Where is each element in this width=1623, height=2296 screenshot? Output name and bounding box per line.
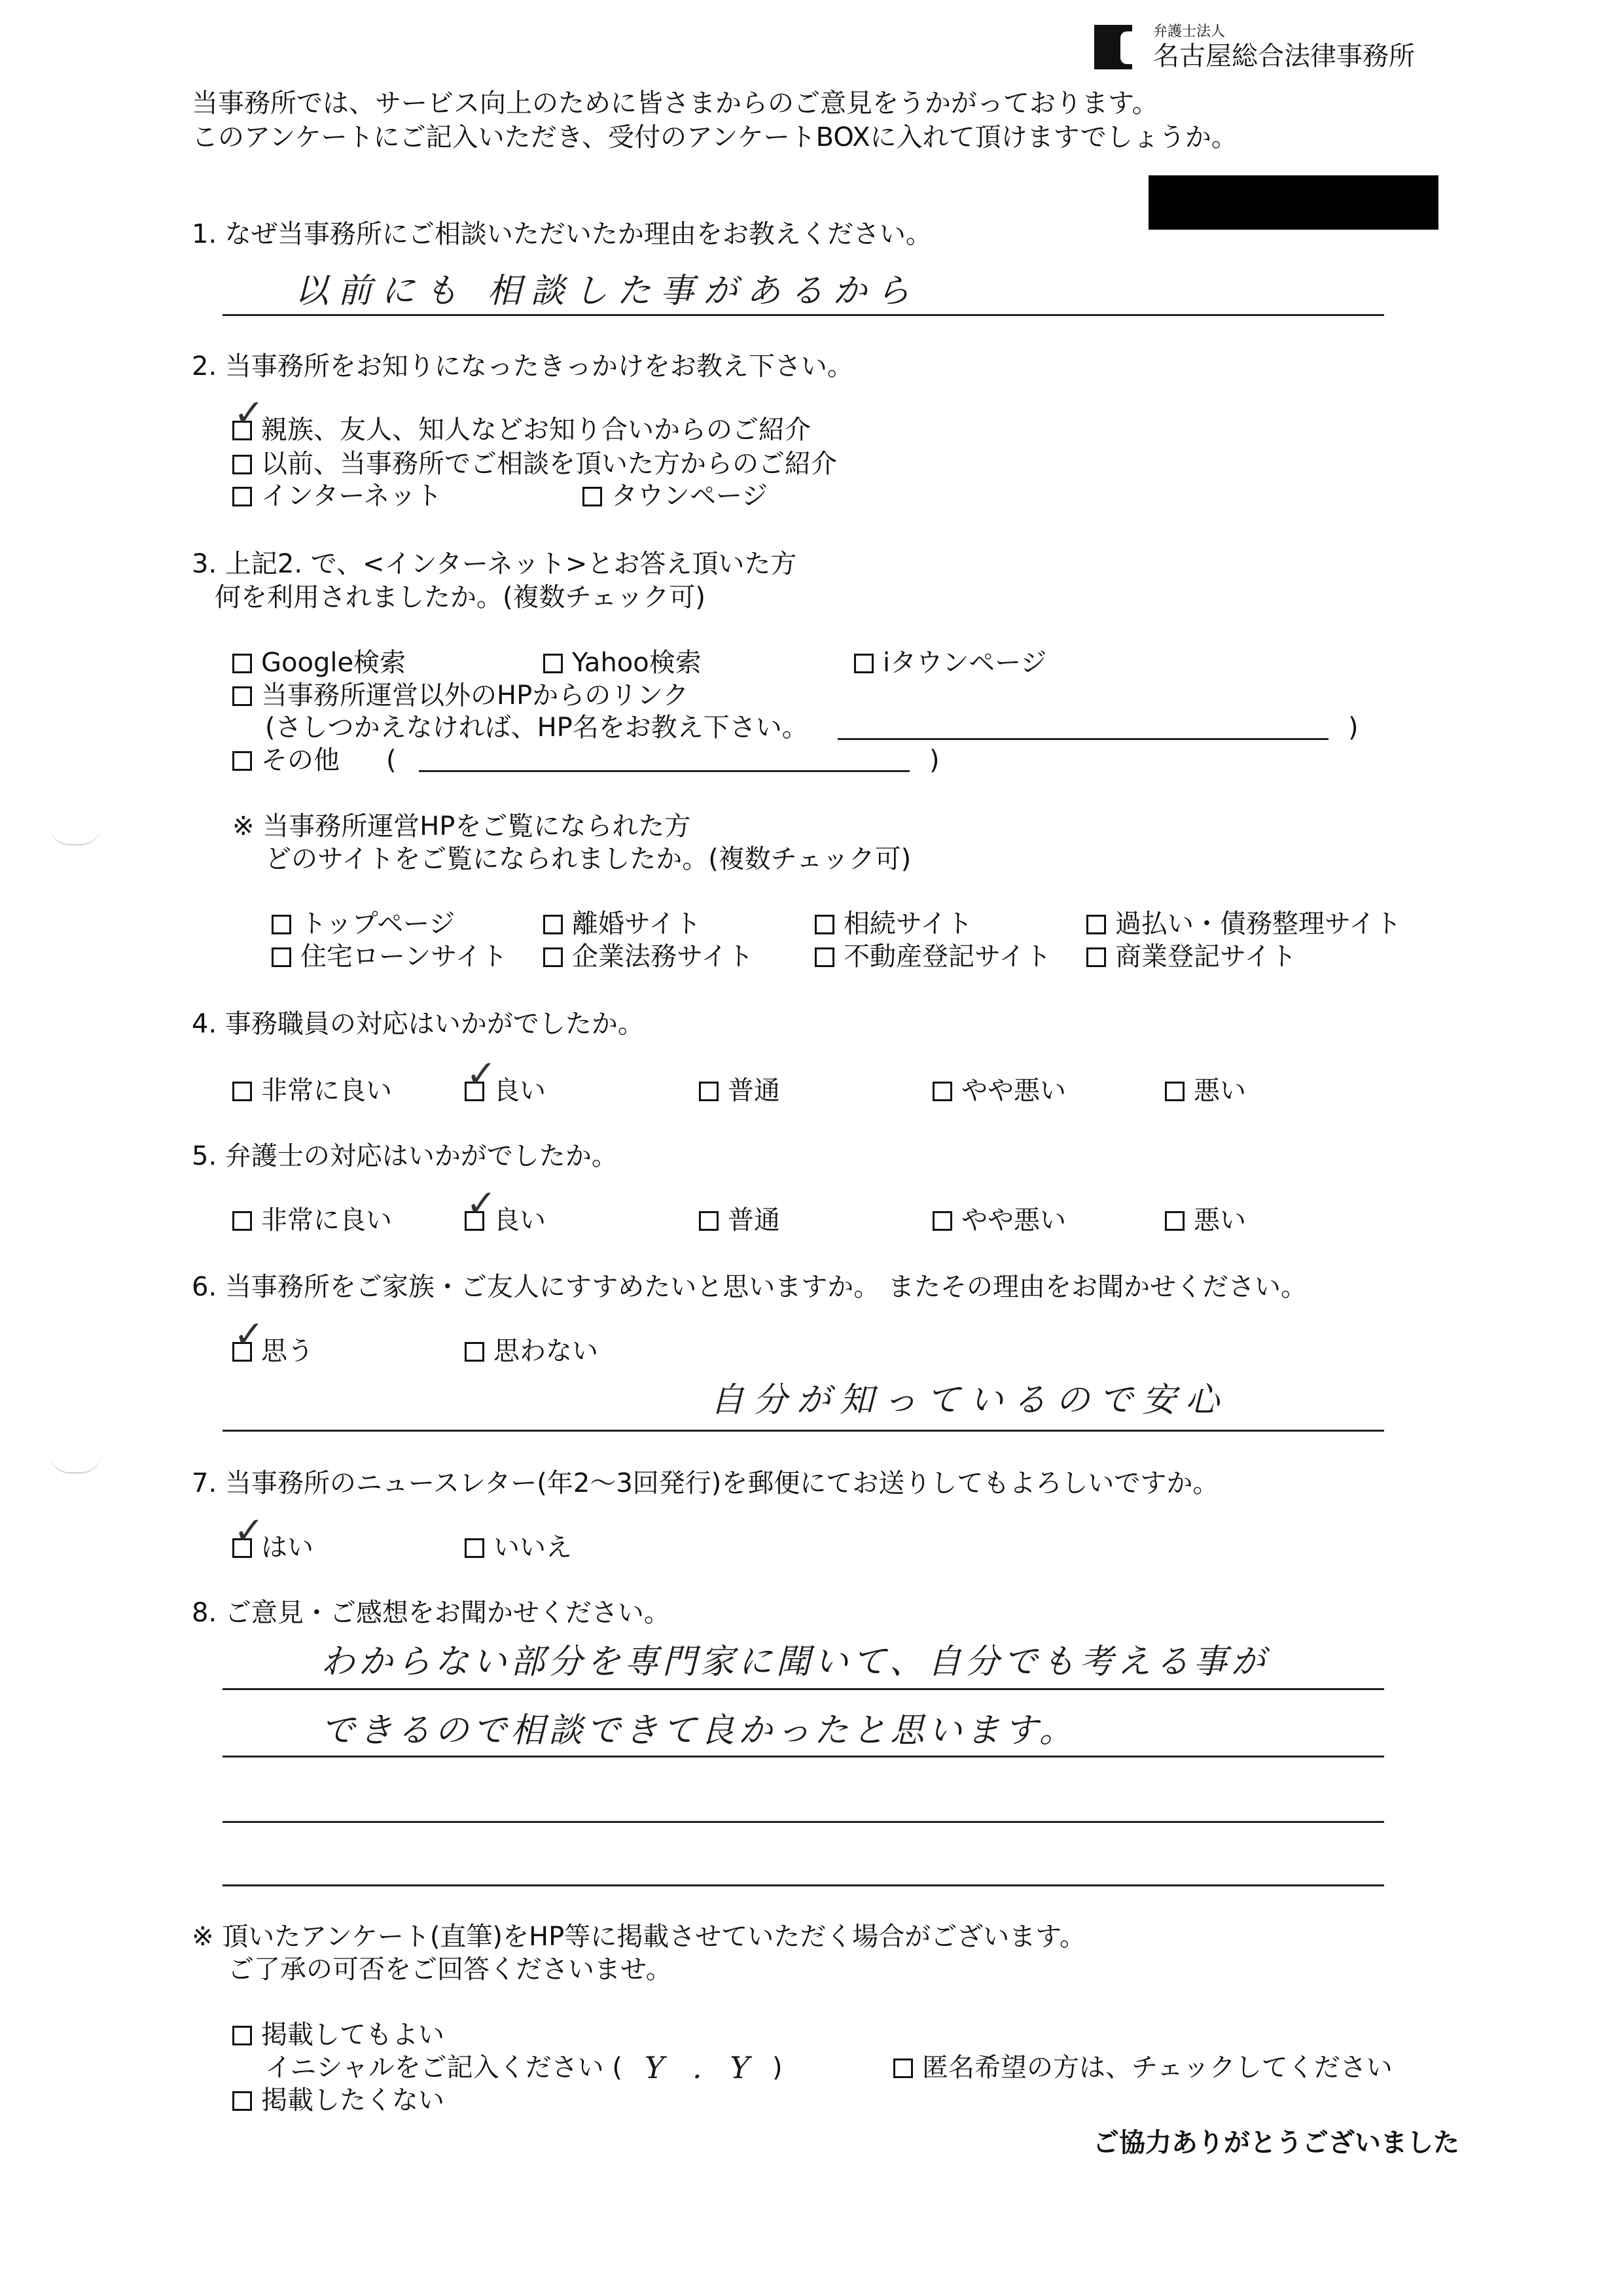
checkbox[interactable] xyxy=(543,909,572,942)
checkbox[interactable] xyxy=(465,1532,493,1565)
q4-option-very-good[interactable] xyxy=(232,1074,392,1108)
option-label: 親族、友人、知人などお知り合いからのご紹介 xyxy=(261,415,811,445)
option-label: インターネット xyxy=(261,481,442,511)
checkbox[interactable] xyxy=(232,1510,264,1565)
q2-option-past-client[interactable] xyxy=(232,448,837,482)
check-mark-icon: ✓ xyxy=(466,1053,497,1095)
checkbox[interactable] xyxy=(933,1076,961,1108)
q4-option-somewhat-bad[interactable] xyxy=(933,1074,1066,1108)
option-label: 企業法務サイト xyxy=(572,942,754,972)
q6-reason-line xyxy=(223,1430,1384,1432)
q5-option-average[interactable] xyxy=(699,1204,780,1238)
checkbox[interactable] xyxy=(232,648,261,680)
checkbox[interactable] xyxy=(232,1313,264,1369)
checkbox[interactable] xyxy=(582,481,611,514)
q7-question: 7. 当事務所のニュースレター(年2～3回発行)を郵便にてお送りしてもよろしいですか。 xyxy=(192,1468,1219,1498)
option-label: タウンページ xyxy=(611,481,768,511)
consent-option-ok[interactable] xyxy=(232,2019,444,2053)
site-inheritance[interactable] xyxy=(815,908,972,942)
consent-option-ng[interactable] xyxy=(232,2084,444,2118)
checkbox[interactable] xyxy=(232,1076,261,1108)
checkbox[interactable] xyxy=(232,680,261,713)
q2-question: 2. 当事務所をお知りになったきっかけをお教え下さい。 xyxy=(192,351,853,381)
option-label: トップページ xyxy=(300,909,455,939)
checkbox[interactable] xyxy=(1165,1076,1194,1108)
check-mark-icon: ✓ xyxy=(234,1313,264,1356)
intro-line-2: このアンケートにご記入いただき、受付のアンケートBOXに入れて頂けますでしょうか。 xyxy=(192,122,1238,152)
option-label: 過払い・債務整理サイト xyxy=(1115,909,1402,939)
consent-note-line-1: ※ 頂いたアンケート(直筆)をHP等に掲載させていただく場合がございます。 xyxy=(192,1922,1086,1952)
q2-option-townpage[interactable] xyxy=(582,480,768,514)
option-label: いいえ xyxy=(493,1532,572,1563)
q4-option-good[interactable] xyxy=(465,1053,546,1108)
option-label: はい xyxy=(261,1532,313,1563)
q6-option-no[interactable] xyxy=(465,1335,598,1369)
checkbox[interactable] xyxy=(272,909,300,942)
check-mark-icon: ✓ xyxy=(234,392,264,434)
check-mark-icon: ✓ xyxy=(466,1182,497,1225)
q2-option-internet[interactable] xyxy=(232,480,442,514)
firm-logo-icon xyxy=(1094,25,1132,69)
checkbox[interactable] xyxy=(232,481,261,514)
intro-line-1: 当事務所では、サービス向上のために皆さまからのご意見をうかがっております。 xyxy=(192,88,1158,118)
site-divorce[interactable] xyxy=(543,908,701,942)
site-commercial[interactable] xyxy=(1086,940,1296,974)
q3-option-yahoo[interactable] xyxy=(543,646,702,680)
q5-option-very-good[interactable] xyxy=(232,1204,392,1238)
option-label: 相続サイト xyxy=(844,909,973,939)
checkbox[interactable] xyxy=(1086,909,1115,942)
option-label: 商業登記サイト xyxy=(1115,942,1297,972)
consent-option-anonymous[interactable] xyxy=(893,2051,1393,2085)
option-label: 掲載したくない xyxy=(261,2085,444,2115)
checkbox[interactable] xyxy=(232,745,261,778)
checkbox[interactable] xyxy=(1086,942,1115,974)
q3-hp-name-prompt: (さしつかえなければ、HP名をお教え下さい。 xyxy=(265,713,808,743)
checkbox[interactable] xyxy=(854,648,883,680)
option-label: 住宅ローンサイト xyxy=(300,942,508,972)
q3-hp-name-close: ) xyxy=(1348,713,1359,743)
thanks-text: ご協力ありがとうございました xyxy=(1093,2128,1459,2158)
site-real-estate[interactable] xyxy=(815,940,1051,974)
option-label: 悪い xyxy=(1194,1076,1246,1106)
q8-answer-line-1 xyxy=(223,1688,1384,1690)
option-label: 掲載してもよい xyxy=(261,2020,444,2050)
q3-option-external-link[interactable] xyxy=(232,679,688,713)
option-label: 非常に良い xyxy=(261,1205,392,1235)
q6-question: 6. 当事務所をご家族・ご友人にすすめたいと思いますか。 またその理由をお聞かせください。 xyxy=(192,1272,1307,1302)
option-label: 思わない xyxy=(493,1336,598,1366)
option-label: 悪い xyxy=(1194,1205,1246,1235)
q3-other-close: ) xyxy=(929,745,940,775)
checkbox[interactable] xyxy=(893,2053,922,2085)
q3-hp-name-field[interactable] xyxy=(838,738,1329,740)
q4-option-bad[interactable] xyxy=(1165,1074,1246,1108)
q8-handwritten-line-1: わからない部分を専門家に聞いて、自分でも考える事が xyxy=(321,1642,1269,1682)
q7-option-yes[interactable] xyxy=(232,1510,313,1565)
option-label: 思う xyxy=(261,1336,313,1366)
q3-note-line-1: ※ 当事務所運営HPをご覧になられた方 xyxy=(232,811,691,841)
q3-other-field[interactable] xyxy=(419,770,910,772)
option-label: Yahoo検索 xyxy=(572,648,702,678)
consent-note-line-2: ご了承の可否をご回答くださいませ。 xyxy=(228,1954,672,1985)
option-label: やや悪い xyxy=(961,1205,1066,1235)
checkbox[interactable] xyxy=(465,1336,493,1369)
checkbox[interactable] xyxy=(815,909,844,942)
checkbox[interactable] xyxy=(232,2085,261,2118)
scan-smudge xyxy=(49,824,101,845)
option-label: 良い xyxy=(493,1205,546,1235)
checkbox[interactable] xyxy=(232,392,264,448)
option-label: 匿名希望の方は、チェックしてください xyxy=(922,2053,1393,2083)
q3-question-line-1: 3. 上記2. で、<インターネット>とお答え頂いた方 xyxy=(192,549,797,579)
checkbox[interactable] xyxy=(272,942,300,974)
q7-option-no[interactable] xyxy=(465,1531,572,1565)
site-housing-loan[interactable] xyxy=(272,940,507,974)
q3-note-line-2: どのサイトをご覧になられましたか。(複数チェック可) xyxy=(265,844,912,874)
q8-handwritten-line-2: できるので相談できて良かったと思います。 xyxy=(321,1711,1077,1750)
checkbox[interactable] xyxy=(815,942,844,974)
option-label: やや悪い xyxy=(961,1076,1066,1106)
checkbox[interactable] xyxy=(543,942,572,974)
checkbox[interactable] xyxy=(699,1205,728,1238)
checkbox[interactable] xyxy=(1165,1205,1194,1238)
option-label: その他 xyxy=(261,745,340,775)
q5-option-somewhat-bad[interactable] xyxy=(933,1204,1066,1238)
site-corporate[interactable] xyxy=(543,940,753,974)
firm-type: 弁護士法人 xyxy=(1153,24,1226,40)
option-label: Google検索 xyxy=(261,648,406,678)
checkbox[interactable] xyxy=(699,1076,728,1108)
initials-close: ) xyxy=(772,2053,783,2083)
checkbox[interactable] xyxy=(232,1205,261,1238)
q8-answer-line-4 xyxy=(223,1884,1384,1886)
option-label: 非常に良い xyxy=(261,1076,392,1106)
firm-name: 名古屋総合法律事務所 xyxy=(1153,41,1415,71)
option-label: 当事務所運営以外のHPからのリンク xyxy=(261,680,689,711)
q5-question: 5. 弁護士の対応はいかがでしたか。 xyxy=(192,1141,618,1171)
q3-option-other[interactable] xyxy=(232,744,340,778)
q1-answer-line xyxy=(223,314,1384,316)
q1-question: 1. なぜ当事務所にご相談いただいたか理由をお教えください。 xyxy=(192,219,932,249)
checkbox[interactable] xyxy=(543,648,572,680)
scan-smudge xyxy=(49,1453,101,1474)
checkbox[interactable] xyxy=(465,1053,497,1108)
site-top-page[interactable] xyxy=(272,908,455,942)
q3-question-line-2: 何を利用されましたか。(複数チェック可) xyxy=(215,582,706,612)
q3-option-itownpage[interactable] xyxy=(854,646,1046,680)
q5-option-good[interactable] xyxy=(465,1182,546,1238)
q8-question: 8. ご意見・ご感想をお聞かせください。 xyxy=(192,1598,670,1628)
checkbox[interactable] xyxy=(232,449,261,482)
option-label: 離婚サイト xyxy=(572,909,702,939)
checkbox[interactable] xyxy=(232,2020,261,2053)
checkbox[interactable] xyxy=(465,1182,497,1238)
q1-handwritten-answer: 以前にも 相談した事があるから xyxy=(294,272,919,311)
q8-answer-line-2 xyxy=(223,1756,1384,1757)
site-debt[interactable] xyxy=(1086,908,1401,942)
q3-other-open: ( xyxy=(386,745,397,775)
option-label: 以前、当事務所でご相談を頂いた方からのご紹介 xyxy=(261,449,837,479)
option-label: 普通 xyxy=(728,1076,780,1106)
check-mark-icon: ✓ xyxy=(234,1510,264,1552)
checkbox[interactable] xyxy=(933,1205,961,1238)
redacted-block xyxy=(1149,175,1438,230)
q8-answer-line-3 xyxy=(223,1821,1384,1823)
q3-option-google[interactable] xyxy=(232,646,406,680)
initials-prompt: イニシャルをご記入ください ( xyxy=(265,2053,622,2083)
option-label: 良い xyxy=(493,1076,546,1106)
option-label: 普通 xyxy=(728,1205,780,1235)
option-label: 不動産登記サイト xyxy=(844,942,1052,972)
initials-handwritten-value[interactable]: Y . Y xyxy=(645,2050,759,2085)
q6-option-yes[interactable] xyxy=(232,1313,313,1369)
q4-question: 4. 事務職員の対応はいかがでしたか。 xyxy=(192,1009,644,1039)
q4-option-average[interactable] xyxy=(699,1074,780,1108)
q2-option-acquaintance[interactable] xyxy=(232,392,811,448)
option-label: iタウンページ xyxy=(883,648,1047,678)
q6-handwritten-reason: 自分が知っているので安心 xyxy=(710,1381,1229,1420)
q5-option-bad[interactable] xyxy=(1165,1204,1246,1238)
